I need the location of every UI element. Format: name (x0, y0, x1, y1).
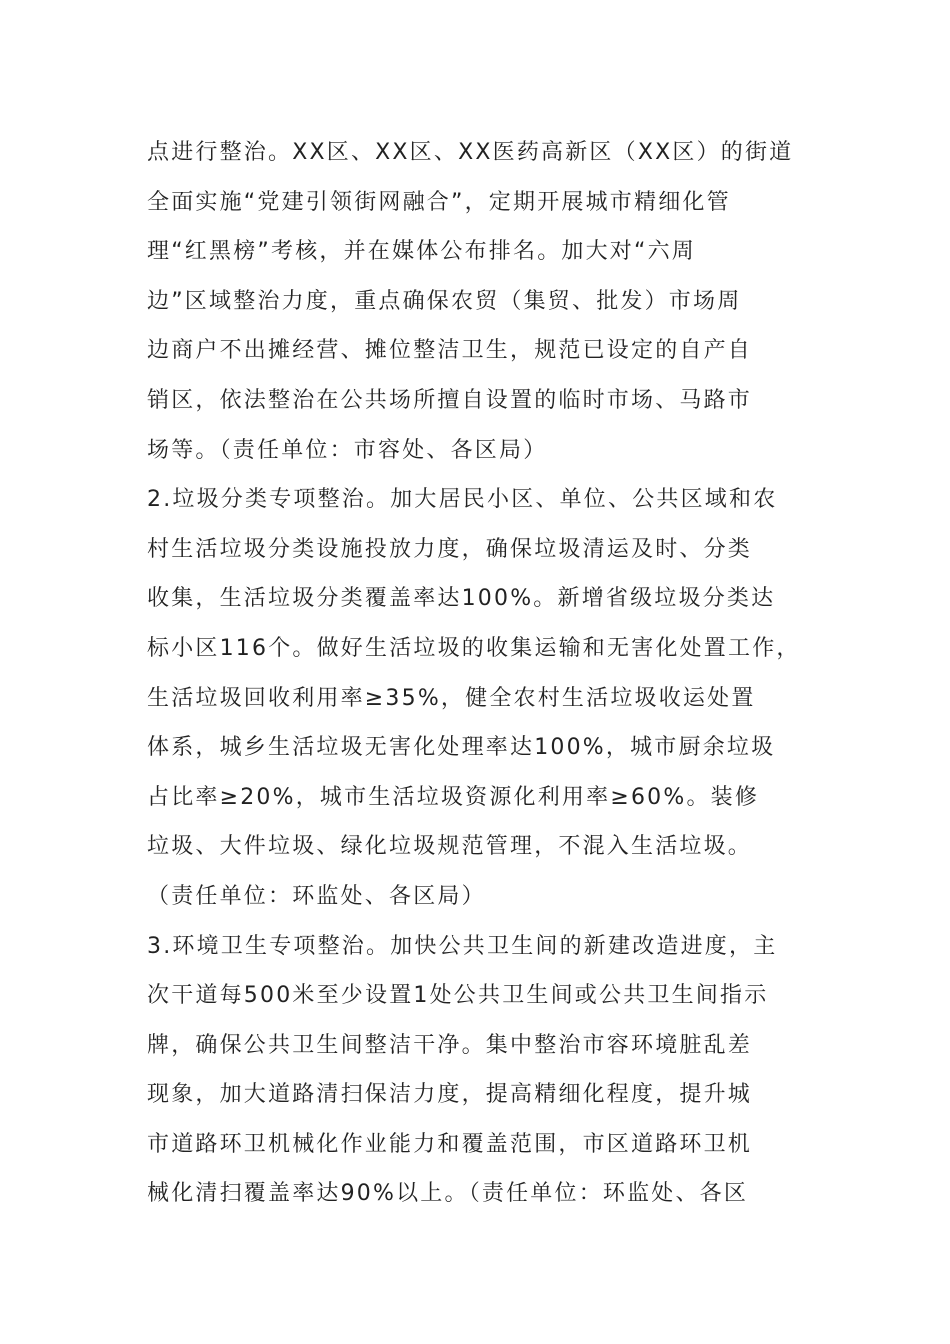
text-line-1: 点进行整治。XX区、XX区、XX医药高新区（XX区）的街道 (147, 140, 794, 165)
text-line-22: 械化清扫覆盖率达90%以上。（责任单位：环监处、各区 (147, 1181, 749, 1207)
text-line-21: 市道路环卫机械化作业能力和覆盖范围，市区道路环卫机 (147, 1131, 753, 1157)
text-line-16: （责任单位：环监处、各区局） (147, 883, 486, 909)
text-line-6: 销区，依法整治在公共场所擅自设置的临时市场、马路市 (147, 387, 753, 413)
text-line-20: 现象，加大道路清扫保洁力度，提高精细化程度，提升城 (147, 1082, 753, 1108)
text-line-5: 边商户不出摊经营、摊位整洁卫生，规范已设定的自产自 (147, 338, 753, 364)
text-line-12: 生活垃圾回收利用率≥35%，健全农村生活垃圾收运处置 (147, 685, 756, 711)
text-line-10: 收集，生活垃圾分类覆盖率达100%。新增省级垃圾分类达 (147, 586, 776, 612)
text-line-2: 全面实施“党建引领街网融合”，定期开展城市精细化管 (147, 189, 731, 215)
text-line-13: 体系，城乡生活垃圾无害化处理率达100%，城市厨余垃圾 (147, 735, 776, 761)
section-heading-sanitation: 3.环境卫生专项整治。加快公共卫生间的新建改造进度，主 (147, 933, 778, 959)
text-line-19: 牌，确保公共卫生间整洁干净。集中整治市容环境脏乱差 (147, 1032, 753, 1058)
text-line-9: 村生活垃圾分类设施投放力度，确保垃圾清运及时、分类 (147, 536, 753, 562)
text-line-7: 场等。（责任单位：市容处、各区局） (147, 437, 548, 463)
text-line-14: 占比率≥20%，城市生活垃圾资源化利用率≥60%。装修 (147, 784, 760, 810)
text-line-11: 标小区116个。做好生活垃圾的收集运输和无害化处置工作， (147, 635, 801, 661)
text-line-15: 垃圾、大件垃圾、绿化垃圾规范管理，不混入生活垃圾。 (147, 834, 753, 860)
section-heading-garbage-sorting: 2.垃圾分类专项整治。加大居民小区、单位、公共区域和农 (147, 487, 778, 513)
text-line-3: 理“红黑榜”考核，并在媒体公布排名。加大对“六周 (147, 239, 696, 265)
document-body (147, 128, 827, 1219)
text-line-4: 边”区域整治力度，重点确保农贸（集贸、批发）市场周 (147, 288, 742, 314)
text-line-18: 次干道每500米至少设置1处公共卫生间或公共卫生间指示 (147, 983, 769, 1009)
